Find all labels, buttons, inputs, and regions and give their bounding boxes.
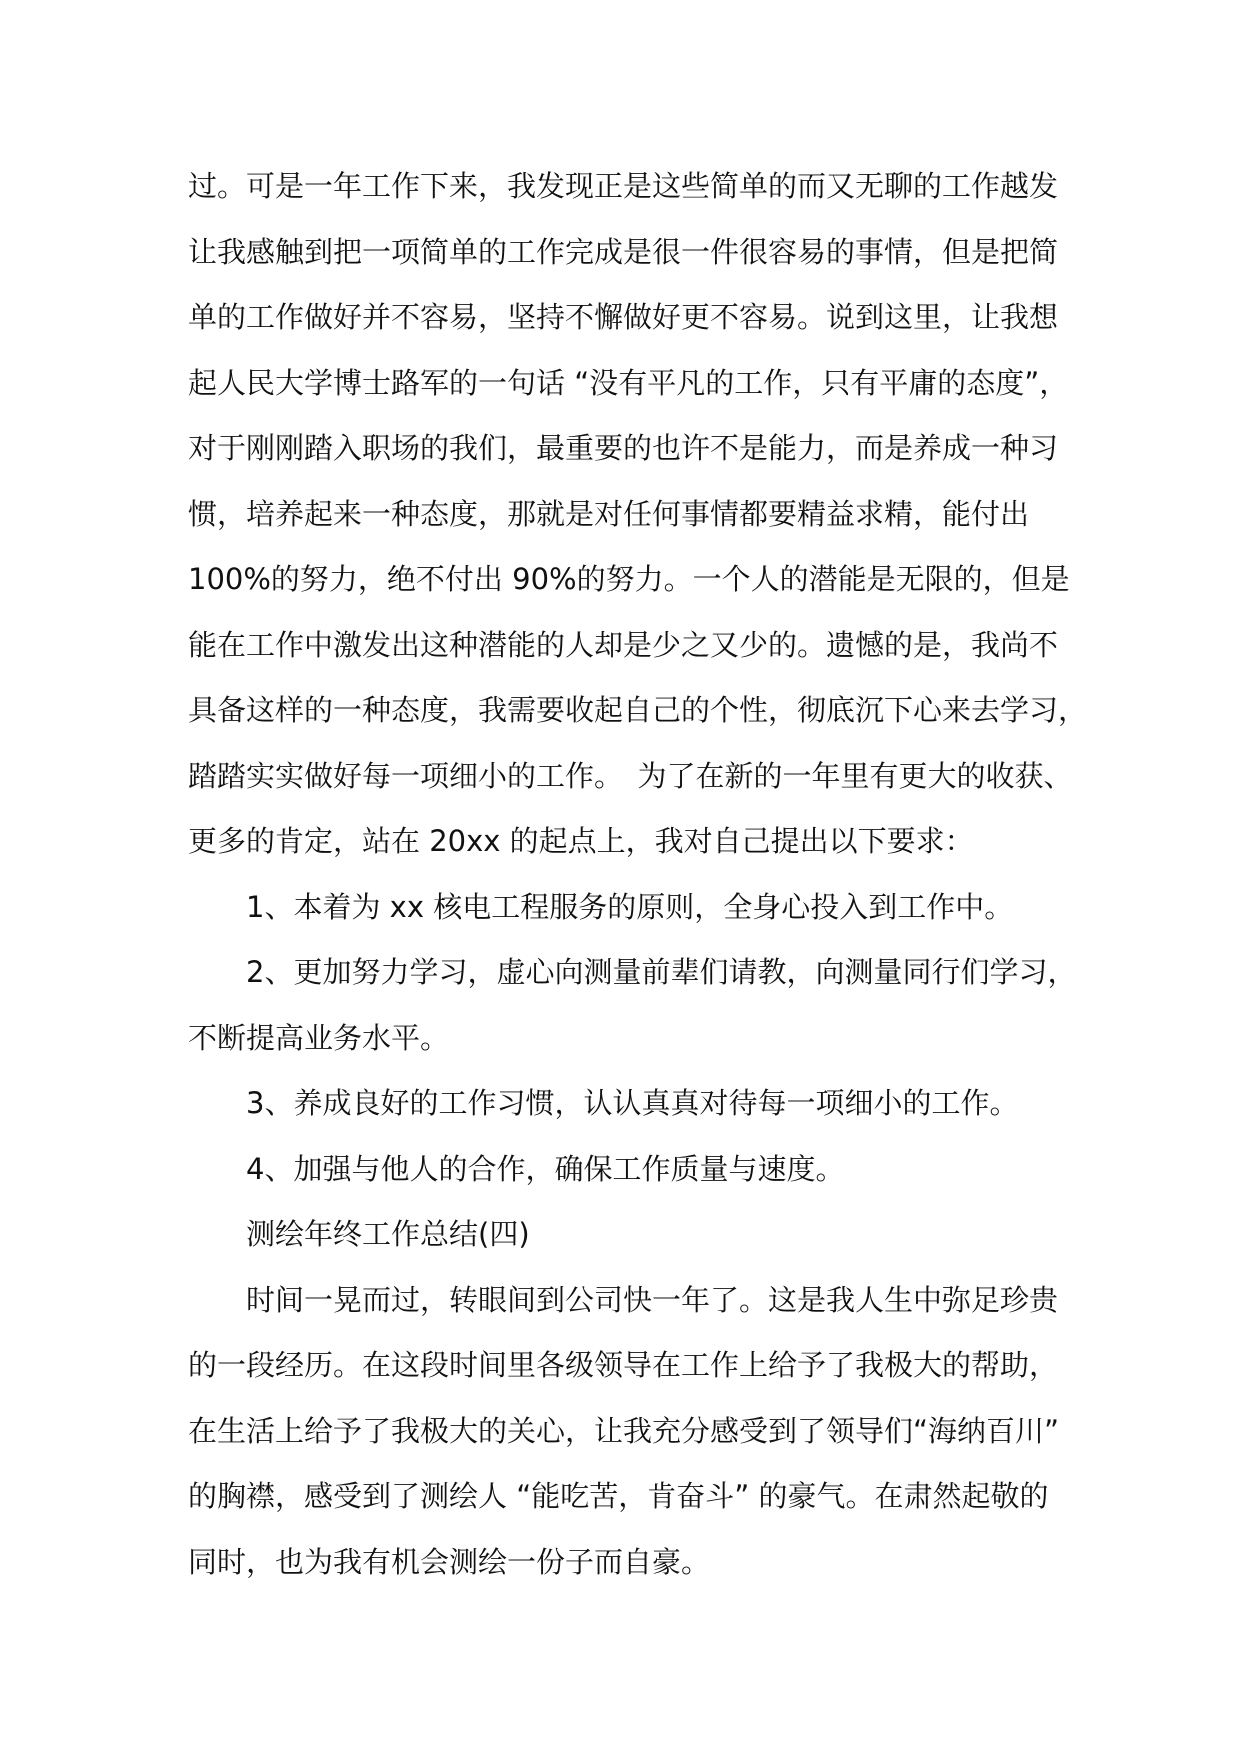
document-body: [188, 154, 1093, 1595]
body-line-2: 让我感触到把一项简单的工作完成是很一件很容易的事情，但是把简: [188, 234, 1059, 269]
paragraph-line-4: 的胸襟，感受到了测绘人 “能吃苦，肯奋斗” 的豪气。在肃然起敬的: [188, 1479, 1049, 1513]
body-line-5: 对于刚刚踏入职场的我们，最重要的也许不是能力，而是养成一种习: [188, 431, 1059, 465]
body-line-10: 踏踏实实做好每一项细小的工作。 为了在新的一年里有更大的收获、: [188, 758, 1073, 793]
body-line-4: 起人民大学博士路军的一句话 “没有平凡的工作，只有平庸的态度”，: [188, 365, 1069, 400]
body-line-1: 过。可是一年工作下来，我发现正是这些简单的而又无聊的工作越发: [188, 169, 1059, 203]
body-line-6: 惯，培养起来一种态度，那就是对任何事情都要精益求精，能付出: [188, 496, 1030, 531]
body-line-8: 能在工作中激发出这种潜能的人却是少之又少的。遗憾的是，我尚不: [188, 627, 1059, 662]
body-line-11: 更多的肯定，站在 20xx 的起点上，我对自己提出以下要求：: [188, 824, 974, 858]
requirement-item-4: 4、加强与他人的合作，确保工作质量与速度。: [246, 1151, 845, 1186]
paragraph-line-5: 同时，也为我有机会测绘一份子而自豪。: [188, 1544, 711, 1579]
body-line-3: 单的工作做好并不容易，坚持不懈做好更不容易。说到这里，让我想: [188, 300, 1059, 334]
requirement-item-2: 2、更加努力学习，虚心向测量前辈们请教，向测量同行们学习，: [246, 955, 1077, 989]
paragraph-line-2: 的一段经历。在这段时间里各级领导在工作上给予了我极大的帮助，: [188, 1348, 1059, 1382]
body-line-9: 具备这样的一种态度，我需要收起自己的个性，彻底沉下心来去学习，: [188, 693, 1088, 727]
body-line-7: 100%的努力，绝不付出 90%的努力。一个人的潜能是无限的，但是: [188, 562, 1070, 596]
requirement-item-1: 1、本着为 xx 核电工程服务的原则，全身心投入到工作中。: [246, 889, 1014, 924]
requirement-item-2-continued: 不断提高业务水平。: [188, 1020, 450, 1055]
paragraph-line-3: 在生活上给予了我极大的关心，让我充分感受到了领导们“海纳百川”: [188, 1413, 1060, 1448]
requirement-item-3: 3、养成良好的工作习惯，认认真真对待每一项细小的工作。: [246, 1086, 1019, 1120]
paragraph-line-1: 时间一晃而过，转眼间到公司快一年了。这是我人生中弥足珍贵: [246, 1282, 1059, 1317]
section-heading: 测绘年终工作总结(四): [246, 1217, 530, 1251]
